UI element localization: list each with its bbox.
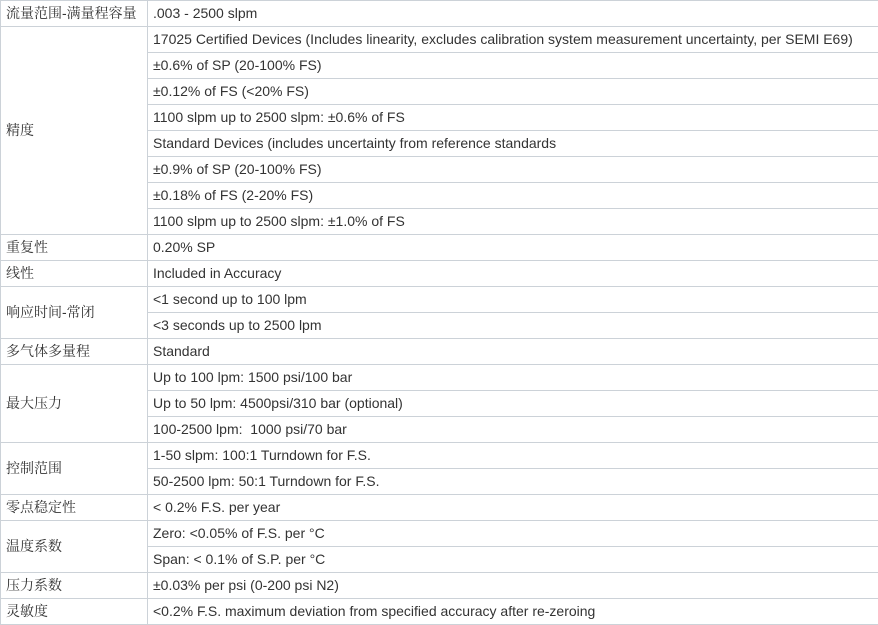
spec-label-repeatability: 重复性 xyxy=(1,235,148,261)
spec-value: .003 - 2500 slpm xyxy=(148,1,878,27)
spec-value: ±0.9% of SP (20-100% FS) xyxy=(148,157,878,183)
spec-value: 17025 Certified Devices (Includes linearity, excludes calibration system measurement uncertainty, per SEMI E69) xyxy=(148,27,878,53)
table-row xyxy=(1,339,878,365)
spec-value: Up to 100 lpm: 1500 psi/100 bar xyxy=(148,365,878,391)
spec-value: <0.2% F.S. maximum deviation from specified accuracy after re-zeroing xyxy=(148,599,878,625)
spec-value: Standard Devices (includes uncertainty from reference standards xyxy=(148,131,878,157)
spec-value: <1 second up to 100 lpm xyxy=(148,287,878,313)
spec-value: < 0.2% F.S. per year xyxy=(148,495,878,521)
table-row xyxy=(1,573,878,599)
table-row xyxy=(1,599,878,625)
spec-label-accuracy: 精度 xyxy=(1,27,148,235)
spec-label-pressure-coefficient: 压力系数 xyxy=(1,573,148,599)
spec-value: <3 seconds up to 2500 lpm xyxy=(148,313,878,339)
spec-value: ±0.6% of SP (20-100% FS) xyxy=(148,53,878,79)
spec-value: 1100 slpm up to 2500 slpm: ±1.0% of FS xyxy=(148,209,878,235)
spec-value: Zero: <0.05% of F.S. per °C xyxy=(148,521,878,547)
table-row xyxy=(1,365,878,391)
table-row xyxy=(1,1,878,27)
spec-label-control-range: 控制范围 xyxy=(1,443,148,495)
spec-value: Included in Accuracy xyxy=(148,261,878,287)
spec-value: 100-2500 lpm: 1000 psi/70 bar xyxy=(148,417,878,443)
spec-label-multi-gas: 多气体多量程 xyxy=(1,339,148,365)
spec-value: ±0.03% per psi (0-200 psi N2) xyxy=(148,573,878,599)
spec-value: 50-2500 lpm: 50:1 Turndown for F.S. xyxy=(148,469,878,495)
spec-label-sensitivity: 灵敏度 xyxy=(1,599,148,625)
spec-label-max-pressure: 最大压力 xyxy=(1,365,148,443)
table-row xyxy=(1,27,878,53)
spec-value: Up to 50 lpm: 4500psi/310 bar (optional) xyxy=(148,391,878,417)
spec-label-temp-coefficient: 温度系数 xyxy=(1,521,148,573)
spec-value: Span: < 0.1% of S.P. per °C xyxy=(148,547,878,573)
table-row xyxy=(1,235,878,261)
table-row xyxy=(1,495,878,521)
spec-label-response-time: 响应时间-常闭 xyxy=(1,287,148,339)
spec-label-linearity: 线性 xyxy=(1,261,148,287)
table-row xyxy=(1,521,878,547)
spec-value: Standard xyxy=(148,339,878,365)
spec-value: 1100 slpm up to 2500 slpm: ±0.6% of FS xyxy=(148,105,878,131)
spec-value: ±0.18% of FS (2-20% FS) xyxy=(148,183,878,209)
table-row xyxy=(1,261,878,287)
spec-value: ±0.12% of FS (<20% FS) xyxy=(148,79,878,105)
table-row xyxy=(1,287,878,313)
spec-label-zero-stability: 零点稳定性 xyxy=(1,495,148,521)
spec-value: 0.20% SP xyxy=(148,235,878,261)
spec-value: 1-50 slpm: 100:1 Turndown for F.S. xyxy=(148,443,878,469)
table-row xyxy=(1,443,878,469)
spec-label-flow-range: 流量范围-满量程容量 xyxy=(1,1,148,27)
